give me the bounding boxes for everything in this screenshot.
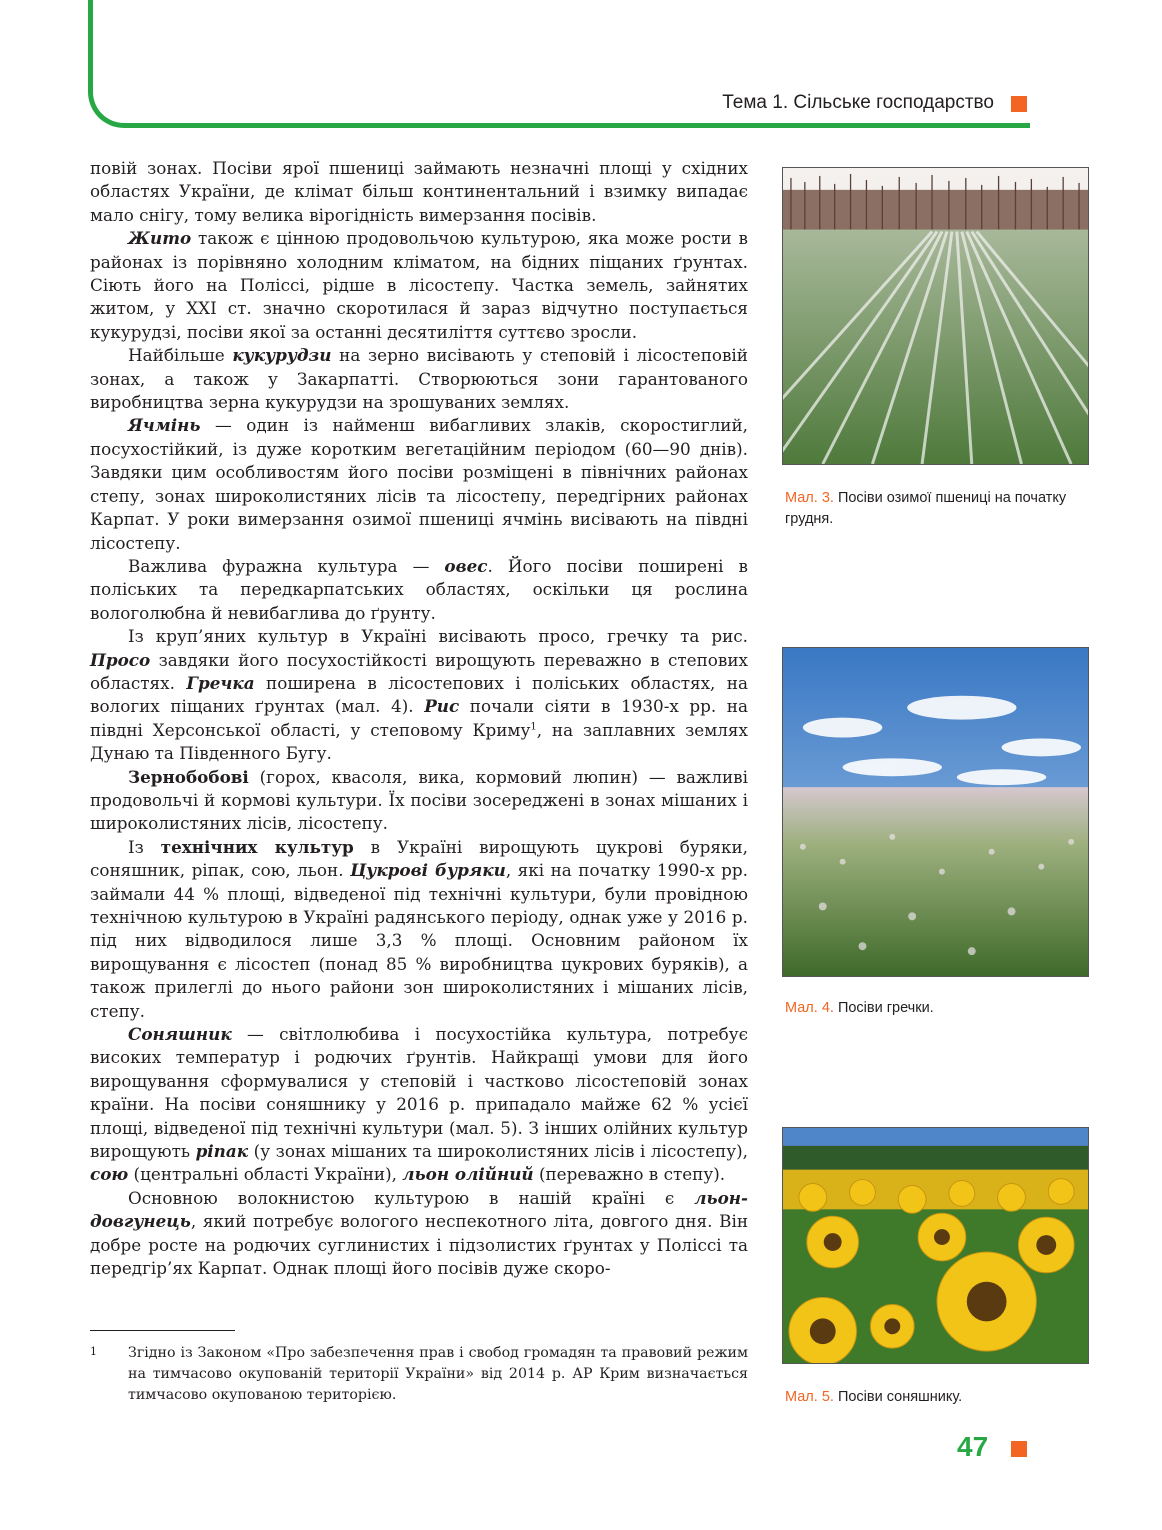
paragraph-industrial: Із технічних культур в Україні вирощують цукрові буряки, соняшник, ріпак, сою, льон. Цукрові буряки, які на початку 1990-х рр. займали 44 % площі, відведеної під технічні культури, були провідною технічною культурою в Україні радянського періоду, однак уже у 2016 р. під них відводилося лише 3,3 % площі. Основним районом їх вирощування є лісостеп (понад 85 % виробництва цукрових буряків), а також прилеглі до нього райони зон широколистяних і мішаних лісів, степу. <box>90 836 749 1021</box>
running-header-title: Тема 1. Сільське господарство <box>722 92 994 113</box>
term-sunflower: Соняшник <box>128 1024 232 1045</box>
term-sugar-beet: Цукрові буряки <box>350 860 506 881</box>
term-industrial-crops: технічних культур <box>160 836 354 857</box>
footnote <box>90 1343 748 1406</box>
header-rule <box>128 123 1030 128</box>
footnote-rule <box>90 1330 235 1331</box>
term-fiber-flax: льон-довгунець <box>90 1187 748 1232</box>
caption-fig5: Мал. 5. Посіви соняшнику. <box>785 1389 963 1405</box>
term-soy: сою <box>90 1164 129 1185</box>
paragraph-flax: Основною волокнистою культурою в нашій країні є льон-довгунець, який потребує вологого неспекотного літа, довгого дня. Він добре росте на родючих суглинистих і підзолистих ґрунтах у Поліссі та передгір’ях Карпат. Однак площі його посівів дуже скоро- <box>90 1187 748 1279</box>
paragraph-corn: Найбільше кукурудзи на зерно висівають у степовій і лісостеповій зонах, а також у Закарпатті. Створюються зони гарантованого виробництва зерна кукурудзи на зрошуваних землях. <box>90 345 748 413</box>
paragraph-sunflower: Соняшник — світлолюбива і посухостійка культура, потребує високих температур і родючих ґрунтів. Найкращі умови для його вирощування сформувалися у степовій і частково лісостеповій зонах країни. На посіви соняшнику у 2016 р. припадало майже 62 % усієї площі, відведеної під технічні культури (мал. 5). З інших олійних культур вирощують ріпак (у зонах мішаних та широколистяних лісів і лісостепу), сою (центральні області України), льон олійний (переважно в степу). <box>90 1024 748 1185</box>
term-oats: овес <box>444 555 488 576</box>
photo-buckwheat <box>782 647 1089 977</box>
term-rice: Рис <box>424 696 460 717</box>
header-orange-square <box>1011 96 1027 112</box>
term-rye: Жито <box>128 228 192 249</box>
footnote-text: Згідно із Законом «Про забезпечення прав і свобод громадян та правовий режим на тимчасово окупованій території України» від 2014 р. АР Крим визначається тимчасово окупованою територією. <box>128 1345 748 1403</box>
photo-sunflowers <box>782 1127 1089 1364</box>
caption-fig4: Мал. 4. Посіви гречки. <box>785 1000 934 1016</box>
term-rapeseed: ріпак <box>195 1141 249 1162</box>
term-oil-flax: льон олійний <box>402 1164 534 1185</box>
term-buckwheat: Гречка <box>186 672 255 693</box>
footnote-ref: 1 <box>530 721 537 733</box>
term-millet: Просо <box>90 649 151 670</box>
term-corn: кукурудзи <box>232 345 332 366</box>
main-text-column <box>90 157 748 1281</box>
paragraph-oats: Важлива фуражна культура — овес. Його посіви поширені в поліських та передкарпатських областях, оскільки ця рослина вологолюбна й невибаглива до ґрунту. <box>90 555 748 623</box>
term-barley: Ячмінь <box>128 415 201 436</box>
term-legumes: Зернобобові <box>128 766 249 787</box>
caption-fig5-label: Мал. 5. <box>785 1389 834 1405</box>
paragraph-1: повій зонах. Посіви ярої пшениці займають незначні площі у східних областях України, де клімат більш континентальний і взимку випадає мало снігу, тому велика вірогідність вимерзання посівів. <box>90 158 748 225</box>
paragraph-groats: Із круп’яних культур в Україні висівають просо, гречку та рис. Просо завдяки його посухостійкості вирощують переважно в степових областях. Гречка поширена в лісостепових і поліських областях, на вологих піщаних ґрунтах (мал. 4). Рис почали сіяти в 1930-х рр. на півдні Херсонської області, у степовому Криму$^1$, на заплавних землях Дунаю та Південного Бугу. <box>90 626 748 764</box>
paragraph-rye: Жито також є цінною продовольчою культурою, яка може рости в районах із порівняно холодним кліматом, на бідних піщаних ґрунтах. Сіють його на Поліссі, рідше в лісостепу. Частка земель, зайнятих житом, у XXI ст. значно скоротилася й зараз відчутно поступається кукурудзі, посіви якої за останні десятиліття суттєво зросли. <box>90 228 748 342</box>
caption-fig3-label: Мал. 3. <box>785 490 834 506</box>
photo-winter-wheat <box>782 167 1089 465</box>
caption-fig4-label: Мал. 4. <box>785 1000 834 1016</box>
paragraph-barley: Ячмінь — один із найменш вибагливих злаків, скоростиглий, посухостійкий, із дуже коротким вегетаційним періодом (60—90 днів). Завдяки цим особливостям його посіви розміщені в північних районах степу, зонах широколистяних лісів та лісостепу, передгірних районах Карпат. У роки вимерзання озимої пшениці ячмінь висівають на півдні лісостепу. <box>90 415 748 553</box>
page-orange-square <box>1011 1441 1027 1457</box>
footnote-mark: 1 <box>90 1345 97 1358</box>
paragraph-legumes: Зернобобові (горох, квасоля, вика, кормовий люпин) — важливі продовольчі й кормові культури. Їх посіви зосереджені в зонах мішаних і широколистяних лісів, лісостепу. <box>90 766 748 834</box>
caption-fig3: Мал. 3. Посіви озимої пшениці на початку грудня. <box>785 490 1067 527</box>
page-number: 47 <box>957 1431 989 1462</box>
page-frame-corner <box>88 0 132 128</box>
